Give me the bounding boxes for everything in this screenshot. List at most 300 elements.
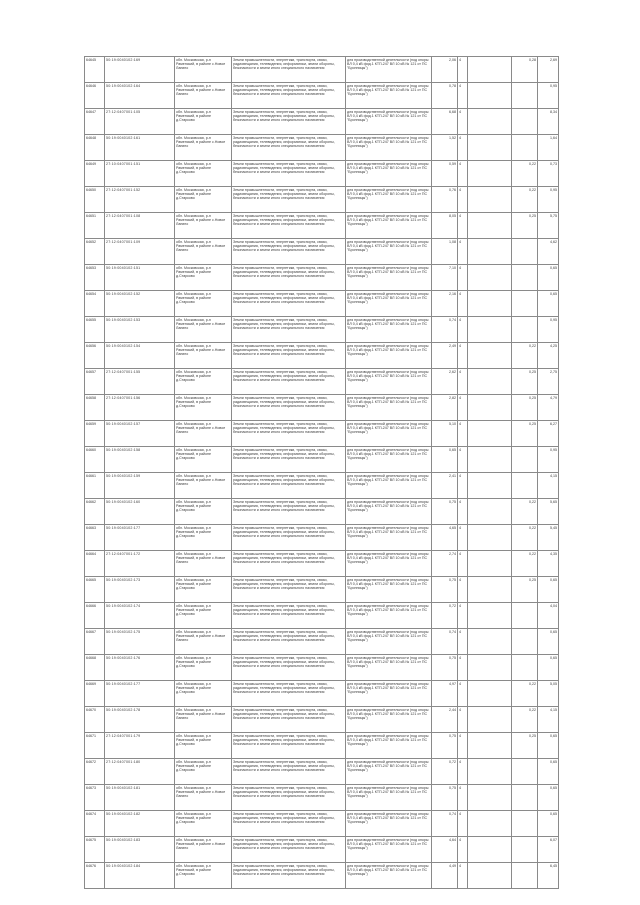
cell-id: 64653 [85, 265, 105, 291]
land-register-table-container [84, 56, 558, 889]
cell-unit: 4 [458, 551, 468, 577]
cell-area: 2,62 [432, 369, 458, 395]
cell-area: 0,75 [432, 785, 458, 811]
cell-value: 0,65 [538, 291, 559, 317]
cell-id: 64650 [85, 187, 105, 213]
cell-unit: 4 [458, 707, 468, 733]
cell-land-category: Земли промышленности, энергетики, транспорта, связи, радиовещания, телевидения, информатики, земли обороны, безопасности и земли иного специального назначения [232, 135, 346, 161]
cell-value: 0,95 [538, 187, 559, 213]
table-row [85, 187, 559, 213]
cell-cadastral-number: 27:12:0407001:109 [105, 239, 175, 265]
cell-address: обл. Московская, р-н Раменский, в районе с.Новое Лапино [175, 83, 232, 109]
cell-cadastral-number: 50:19:0040102:177 [105, 681, 175, 707]
cell-address: обл. Московская, р-н Раменский, в районе д.Старково [175, 603, 232, 629]
cell-permitted-use: для производственной деятельности (под опоры ВЛ 0,4 кВ фид.1 КТП-247 ВЛ 10 кВ № 121 от ПС "Бронницы") [346, 369, 432, 395]
cell-area: 0,75 [432, 499, 458, 525]
cell-cadastral-number: 50:19:0040102:159 [105, 473, 175, 499]
table-row [85, 837, 559, 863]
cell-value: 0,65 [538, 785, 559, 811]
cell-address: обл. Московская, р-н Раменский, в районе с.Новое Лапино [175, 57, 232, 83]
cell-permitted-use: для производственной деятельности (под опоры ВЛ 0,4 кВ фид.1 КТП-247 ВЛ 10 кВ № 121 от ПС "Бронницы") [346, 629, 432, 655]
cell-unit: 4 [458, 525, 468, 551]
cell-id: 64648 [85, 135, 105, 161]
cell-reserved [468, 239, 512, 265]
cell-land-category: Земли промышленности, энергетики, транспорта, связи, радиовещания, телевидения, информатики, земли обороны, безопасности и земли иного специального назначения [232, 57, 346, 83]
cell-value: 5,05 [538, 681, 559, 707]
cell-unit: 4 [458, 369, 468, 395]
cell-area: 7,10 [432, 265, 458, 291]
cell-id: 64663 [85, 525, 105, 551]
cell-area: 2,16 [432, 291, 458, 317]
cell-id: 64662 [85, 499, 105, 525]
cell-value: 4,04 [538, 603, 559, 629]
cell-land-category: Земли промышленности, энергетики, транспорта, связи, радиовещания, телевидения, информатики, земли обороны, безопасности и земли иного специального назначения [232, 473, 346, 499]
cell-unit: 4 [458, 655, 468, 681]
cell-cadastral-number: 27:12:0407001:152 [105, 187, 175, 213]
cell-address: обл. Московская, р-н Раменский, в районе д.Старково [175, 655, 232, 681]
cell-id: 64664 [85, 551, 105, 577]
cell-area: 2,74 [432, 551, 458, 577]
cell-address: обл. Московская, р-н Раменский, в районе с.Новое Лапино [175, 551, 232, 577]
cell-unit: 4 [458, 135, 468, 161]
cell-permitted-use: для производственной деятельности (под опоры ВЛ 0,4 кВ фид.1 КТП-247 ВЛ 10 кВ № 121 от ПС "Бронницы") [346, 525, 432, 551]
table-row [85, 317, 559, 343]
cell-value: 0,65 [538, 265, 559, 291]
cell-area: 4,49 [432, 863, 458, 889]
cell-land-category: Земли промышленности, энергетики, транспорта, связи, радиовещания, телевидения, информатики, земли обороны, безопасности и земли иного специального назначения [232, 681, 346, 707]
cell-id: 64647 [85, 109, 105, 135]
cell-coefficient: 0,22 [512, 525, 538, 551]
table-row [85, 213, 559, 239]
table-row [85, 811, 559, 837]
cell-unit: 4 [458, 343, 468, 369]
cell-unit: 4 [458, 837, 468, 863]
cell-area: 0,72 [432, 603, 458, 629]
cell-address: обл. Московская, р-н Раменский, в районе д.Старково [175, 811, 232, 837]
cell-address: обл. Московская, р-н Раменский, в районе с.Новое Лапино [175, 239, 232, 265]
cell-value: 0,65 [538, 811, 559, 837]
table-row [85, 239, 559, 265]
cell-value: 6,45 [538, 863, 559, 889]
cell-id: 64645 [85, 57, 105, 83]
cell-coefficient [512, 629, 538, 655]
cell-address: обл. Московская, р-н Раменский, в районе д.Старково [175, 395, 232, 421]
cell-cadastral-number: 27:12:0407001:179 [105, 733, 175, 759]
cell-land-category: Земли промышленности, энергетики, транспорта, связи, радиовещания, телевидения, информатики, земли обороны, безопасности и земли иного специального назначения [232, 733, 346, 759]
cell-land-category: Земли промышленности, энергетики, транспорта, связи, радиовещания, телевидения, информатики, земли обороны, безопасности и земли иного специального назначения [232, 525, 346, 551]
cell-value: 6,07 [538, 837, 559, 863]
cell-value: 2,69 [538, 57, 559, 83]
cell-id: 64675 [85, 837, 105, 863]
cell-area: 0,74 [432, 629, 458, 655]
cell-reserved [468, 603, 512, 629]
cell-land-category: Земли промышленности, энергетики, транспорта, связи, радиовещания, телевидения, информатики, земли обороны, безопасности и земли иного специального назначения [232, 239, 346, 265]
table-row [85, 395, 559, 421]
cell-area: 0,74 [432, 811, 458, 837]
cell-unit: 4 [458, 733, 468, 759]
cell-permitted-use: для производственной деятельности (под опоры ВЛ 0,4 кВ фид.1 КТП-247 ВЛ 10 кВ № 121 от ПС "Бронницы") [346, 499, 432, 525]
table-row [85, 707, 559, 733]
cell-unit: 4 [458, 109, 468, 135]
cell-value: 0,65 [538, 759, 559, 785]
cell-land-category: Земли промышленности, энергетики, транспорта, связи, радиовещания, телевидения, информатики, земли обороны, безопасности и земли иного специального назначения [232, 187, 346, 213]
cell-reserved [468, 681, 512, 707]
cell-reserved [468, 629, 512, 655]
cell-value: 0,65 [538, 577, 559, 603]
cell-value: 4,79 [538, 395, 559, 421]
cell-coefficient: 0,22 [512, 551, 538, 577]
table-row [85, 785, 559, 811]
cell-land-category: Земли промышленности, энергетики, транспорта, связи, радиовещания, телевидения, информатики, земли обороны, безопасности и земли иного специального назначения [232, 291, 346, 317]
cell-unit: 4 [458, 759, 468, 785]
cell-coefficient [512, 473, 538, 499]
cell-address: обл. Московская, р-н Раменский, в районе д.Старково [175, 863, 232, 889]
cell-permitted-use: для производственной деятельности (под опоры ВЛ 0,4 кВ фид.1 КТП-247 ВЛ 10 кВ № 121 от ПС "Бронницы") [346, 161, 432, 187]
cell-id: 64660 [85, 447, 105, 473]
cell-coefficient [512, 811, 538, 837]
cell-permitted-use: для производственной деятельности (под опоры ВЛ 0,4 кВ фид.1 КТП-247 ВЛ 10 кВ № 121 от ПС "Бронницы") [346, 733, 432, 759]
cell-permitted-use: для производственной деятельности (под опоры ВЛ 0,4 кВ фид.1 КТП-247 ВЛ 10 кВ № 121 от ПС "Бронницы") [346, 135, 432, 161]
cell-reserved [468, 759, 512, 785]
cell-address: обл. Московская, р-н Раменский, в районе д.Старково [175, 759, 232, 785]
cell-coefficient [512, 447, 538, 473]
cell-id: 64659 [85, 421, 105, 447]
cell-value: 0,65 [538, 733, 559, 759]
cell-value: 4,35 [538, 551, 559, 577]
cell-cadastral-number: 50:19:0040102:151 [105, 265, 175, 291]
cell-cadastral-number: 50:19:0040102:164 [105, 83, 175, 109]
cell-cadastral-number: 50:19:0040102:181 [105, 785, 175, 811]
cell-unit: 4 [458, 785, 468, 811]
cell-reserved [468, 213, 512, 239]
cell-area: 5,10 [432, 421, 458, 447]
cell-area: 0,75 [432, 655, 458, 681]
cell-reserved [468, 499, 512, 525]
cell-permitted-use: для производственной деятельности (под опоры ВЛ 0,4 кВ фид.1 КТП-247 ВЛ 10 кВ № 121 от ПС "Бронницы") [346, 577, 432, 603]
cell-permitted-use: для производственной деятельности (под опоры ВЛ 0,4 кВ фид.1 КТП-247 ВЛ 10 кВ № 121 от ПС "Бронницы") [346, 785, 432, 811]
cell-id: 64654 [85, 291, 105, 317]
cell-value: 0,65 [538, 629, 559, 655]
cell-reserved [468, 447, 512, 473]
cell-id: 64649 [85, 161, 105, 187]
land-table-body [85, 57, 559, 889]
table-row [85, 265, 559, 291]
cell-address: обл. Московская, р-н Раменский, в районе д.Старково [175, 733, 232, 759]
cell-permitted-use: для производственной деятельности (под опоры ВЛ 0,4 кВ фид.1 КТП-247 ВЛ 10 кВ № 121 от ПС "Бронницы") [346, 603, 432, 629]
cell-land-category: Земли промышленности, энергетики, транспорта, связи, радиовещания, телевидения, информатики, земли обороны, безопасности и земли иного специального назначения [232, 369, 346, 395]
cell-coefficient: 0,25 [512, 577, 538, 603]
table-row [85, 57, 559, 83]
cell-reserved [468, 161, 512, 187]
cell-unit: 4 [458, 213, 468, 239]
cell-reserved [468, 525, 512, 551]
cell-cadastral-number: 50:19:0040102:178 [105, 707, 175, 733]
cell-id: 64661 [85, 473, 105, 499]
cell-coefficient [512, 603, 538, 629]
cell-cadastral-number: 27:12:0407001:155 [105, 369, 175, 395]
cell-area: 2,06 [432, 57, 458, 83]
cell-unit: 4 [458, 681, 468, 707]
cell-land-category: Земли промышленности, энергетики, транспорта, связи, радиовещания, телевидения, информатики, земли обороны, безопасности и земли иного специального назначения [232, 213, 346, 239]
cell-permitted-use: для производственной деятельности (под опоры ВЛ 0,4 кВ фид.1 КТП-247 ВЛ 10 кВ № 121 от ПС "Бронницы") [346, 811, 432, 837]
cell-coefficient [512, 265, 538, 291]
cell-unit: 4 [458, 265, 468, 291]
cell-value: 0,95 [538, 83, 559, 109]
cell-unit: 4 [458, 811, 468, 837]
cell-unit: 4 [458, 161, 468, 187]
cell-reserved [468, 187, 512, 213]
cell-cadastral-number: 27:12:0407001:180 [105, 759, 175, 785]
table-row [85, 629, 559, 655]
table-row [85, 161, 559, 187]
cell-coefficient: 0,25 [512, 733, 538, 759]
cell-address: обл. Московская, р-н Раменский, в районе с.Новое Лапино [175, 785, 232, 811]
cell-id: 64658 [85, 395, 105, 421]
cell-land-category: Земли промышленности, энергетики, транспорта, связи, радиовещания, телевидения, информатики, земли обороны, безопасности и земли иного специального назначения [232, 551, 346, 577]
cell-address: обл. Московская, р-н Раменский, в районе с.Новое Лапино [175, 213, 232, 239]
cell-reserved [468, 317, 512, 343]
cell-permitted-use: для производственной деятельности (под опоры ВЛ 0,4 кВ фид.1 КТП-247 ВЛ 10 кВ № 121 от ПС "Бронницы") [346, 291, 432, 317]
cell-area: 0,72 [432, 759, 458, 785]
cell-value: 4,25 [538, 343, 559, 369]
cell-reserved [468, 395, 512, 421]
cell-unit: 4 [458, 447, 468, 473]
cell-unit: 4 [458, 317, 468, 343]
cell-value: 5,45 [538, 525, 559, 551]
cell-id: 64651 [85, 213, 105, 239]
cell-value: 6,27 [538, 421, 559, 447]
cell-area: 2,44 [432, 707, 458, 733]
cell-land-category: Земли промышленности, энергетики, транспорта, связи, радиовещания, телевидения, информатики, земли обороны, безопасности и земли иного специального назначения [232, 759, 346, 785]
cell-coefficient: 0,25 [512, 421, 538, 447]
cell-address: обл. Московская, р-н Раменский, в районе д.Старково [175, 525, 232, 551]
table-row [85, 135, 559, 161]
cell-coefficient [512, 785, 538, 811]
cell-coefficient: 0,22 [512, 343, 538, 369]
cell-id: 64672 [85, 759, 105, 785]
cell-value: 0,73 [538, 161, 559, 187]
cell-id: 64656 [85, 343, 105, 369]
cell-unit: 4 [458, 629, 468, 655]
cell-address: обл. Московская, р-н Раменский, в районе д.Старково [175, 265, 232, 291]
table-row [85, 473, 559, 499]
cell-land-category: Земли промышленности, энергетики, транспорта, связи, радиовещания, телевидения, информатики, земли обороны, безопасности и земли иного специального назначения [232, 863, 346, 889]
cell-permitted-use: для производственной деятельности (под опоры ВЛ 0,4 кВ фид.1 КТП-247 ВЛ 10 кВ № 121 от ПС "Бронницы") [346, 655, 432, 681]
table-row [85, 421, 559, 447]
cell-unit: 4 [458, 57, 468, 83]
cell-land-category: Земли промышленности, энергетики, транспорта, связи, радиовещания, телевидения, информатики, земли обороны, безопасности и земли иного специального назначения [232, 603, 346, 629]
cell-reserved [468, 421, 512, 447]
cell-coefficient: 0,25 [512, 369, 538, 395]
cell-id: 64674 [85, 811, 105, 837]
cell-coefficient: 0,22 [512, 187, 538, 213]
cell-value: 5,65 [538, 499, 559, 525]
cell-coefficient [512, 239, 538, 265]
cell-reserved [468, 135, 512, 161]
cell-address: обл. Московская, р-н Раменский, в районе с.Новое Лапино [175, 473, 232, 499]
cell-id: 64667 [85, 629, 105, 655]
cell-id: 64646 [85, 83, 105, 109]
land-register-table [84, 56, 559, 889]
cell-land-category: Земли промышленности, энергетики, транспорта, связи, радиовещания, телевидения, информатики, земли обороны, безопасности и земли иного специального назначения [232, 421, 346, 447]
cell-land-category: Земли промышленности, энергетики, транспорта, связи, радиовещания, телевидения, информатики, земли обороны, безопасности и земли иного специального назначения [232, 447, 346, 473]
cell-unit: 4 [458, 863, 468, 889]
cell-permitted-use: для производственной деятельности (под опоры ВЛ 0,4 кВ фид.1 КТП-247 ВЛ 10 кВ № 121 от ПС "Бронницы") [346, 317, 432, 343]
cell-coefficient: 0,22 [512, 707, 538, 733]
table-row [85, 525, 559, 551]
cell-unit: 4 [458, 239, 468, 265]
cell-id: 64668 [85, 655, 105, 681]
cell-land-category: Земли промышленности, энергетики, транспорта, связи, радиовещания, телевидения, информатики, земли обороны, безопасности и земли иного специального назначения [232, 811, 346, 837]
cell-permitted-use: для производственной деятельности (под опоры ВЛ 0,4 кВ фид.1 КТП-247 ВЛ 10 кВ № 121 от ПС "Бронницы") [346, 395, 432, 421]
cell-reserved [468, 57, 512, 83]
cell-reserved [468, 83, 512, 109]
cell-land-category: Земли промышленности, энергетики, транспорта, связи, радиовещания, телевидения, информатики, земли обороны, безопасности и земли иного специального назначения [232, 499, 346, 525]
cell-area: 0,74 [432, 317, 458, 343]
cell-coefficient [512, 109, 538, 135]
cell-address: обл. Московская, р-н Раменский, в районе д.Старково [175, 681, 232, 707]
table-row [85, 551, 559, 577]
cell-id: 64666 [85, 603, 105, 629]
cell-land-category: Земли промышленности, энергетики, транспорта, связи, радиовещания, телевидения, информатики, земли обороны, безопасности и земли иного специального назначения [232, 837, 346, 863]
cell-unit: 4 [458, 499, 468, 525]
table-row [85, 83, 559, 109]
cell-land-category: Земли промышленности, энергетики, транспорта, связи, радиовещания, телевидения, информатики, земли обороны, безопасности и земли иного специального назначения [232, 317, 346, 343]
table-row [85, 733, 559, 759]
cell-permitted-use: для производственной деятельности (под опоры ВЛ 0,4 кВ фид.1 КТП-247 ВЛ 10 кВ № 121 от ПС "Бронницы") [346, 421, 432, 447]
cell-address: обл. Московская, р-н Раменский, в районе д.Старково [175, 161, 232, 187]
table-row [85, 369, 559, 395]
cell-reserved [468, 369, 512, 395]
cell-land-category: Земли промышленности, энергетики, транспорта, связи, радиовещания, телевидения, информатики, земли обороны, безопасности и земли иного специального назначения [232, 161, 346, 187]
cell-cadastral-number: 50:19:0040102:154 [105, 343, 175, 369]
cell-area: 4,65 [432, 525, 458, 551]
cell-area: 0,75 [432, 733, 458, 759]
cell-land-category: Земли промышленности, энергетики, транспорта, связи, радиовещания, телевидения, информатики, земли обороны, безопасности и земли иного специального назначения [232, 343, 346, 369]
cell-cadastral-number: 50:19:0040102:153 [105, 317, 175, 343]
table-row [85, 863, 559, 889]
cell-address: обл. Московская, р-н Раменский, в районе с.Новое Лапино [175, 629, 232, 655]
cell-cadastral-number: 50:19:0040102:173 [105, 577, 175, 603]
cell-area: 2,49 [432, 343, 458, 369]
cell-permitted-use: для производственной деятельности (под опоры ВЛ 0,4 кВ фид.1 КТП-247 ВЛ 10 кВ № 121 от ПС "Бронницы") [346, 837, 432, 863]
cell-area: 6,68 [432, 109, 458, 135]
table-row [85, 109, 559, 135]
cell-area: 8,05 [432, 213, 458, 239]
cell-value: 4,62 [538, 239, 559, 265]
cell-coefficient [512, 655, 538, 681]
cell-cadastral-number: 50:19:0040102:175 [105, 629, 175, 655]
cell-area: 0,75 [432, 577, 458, 603]
cell-address: обл. Московская, р-н Раменский, в районе с.Новое Лапино [175, 707, 232, 733]
cell-address: обл. Московская, р-н Раменский, в районе д.Старково [175, 499, 232, 525]
cell-id: 64673 [85, 785, 105, 811]
cell-cadastral-number: 50:19:0040102:182 [105, 811, 175, 837]
cell-address: обл. Московская, р-н Раменский, в районе д.Старково [175, 109, 232, 135]
cell-land-category: Земли промышленности, энергетики, транспорта, связи, радиовещания, телевидения, информатики, земли обороны, безопасности и земли иного специального назначения [232, 785, 346, 811]
cell-value: 0,95 [538, 447, 559, 473]
cell-coefficient: 0,22 [512, 681, 538, 707]
cell-value: 4,15 [538, 473, 559, 499]
cell-value: 5,75 [538, 213, 559, 239]
cell-reserved [468, 811, 512, 837]
cell-reserved [468, 577, 512, 603]
cell-area: 1,52 [432, 135, 458, 161]
cell-area: 0,65 [432, 447, 458, 473]
cell-land-category: Земли промышленности, энергетики, транспорта, связи, радиовещания, телевидения, информатики, земли обороны, безопасности и земли иного специального назначения [232, 577, 346, 603]
cell-area: 2,41 [432, 473, 458, 499]
cell-cadastral-number: 27:12:0407001:108 [105, 213, 175, 239]
cell-cadastral-number: 27:12:0407001:156 [105, 395, 175, 421]
table-row [85, 291, 559, 317]
cell-permitted-use: для производственной деятельности (под опоры ВЛ 0,4 кВ фид.1 КТП-247 ВЛ 10 кВ № 121 от ПС "Бронницы") [346, 57, 432, 83]
cell-cadastral-number: 50:19:0040102:176 [105, 655, 175, 681]
table-row [85, 759, 559, 785]
cell-permitted-use: для производственной деятельности (под опоры ВЛ 0,4 кВ фид.1 КТП-247 ВЛ 10 кВ № 121 от ПС "Бронницы") [346, 473, 432, 499]
cell-land-category: Земли промышленности, энергетики, транспорта, связи, радиовещания, телевидения, информатики, земли обороны, безопасности и земли иного специального назначения [232, 265, 346, 291]
table-row [85, 343, 559, 369]
cell-cadastral-number: 50:19:0040102:158 [105, 447, 175, 473]
table-row [85, 603, 559, 629]
cell-cadastral-number: 27:10:0407001:151 [105, 161, 175, 187]
cell-id: 64669 [85, 681, 105, 707]
cell-id: 64665 [85, 577, 105, 603]
cell-id: 64652 [85, 239, 105, 265]
cell-value: 0,65 [538, 655, 559, 681]
cell-reserved [468, 109, 512, 135]
cell-value: 4,15 [538, 707, 559, 733]
cell-reserved [468, 551, 512, 577]
cell-id: 64657 [85, 369, 105, 395]
cell-reserved [468, 707, 512, 733]
cell-permitted-use: для производственной деятельности (под опоры ВЛ 0,4 кВ фид.1 КТП-247 ВЛ 10 кВ № 121 от ПС "Бронницы") [346, 265, 432, 291]
cell-unit: 4 [458, 421, 468, 447]
cell-reserved [468, 473, 512, 499]
cell-address: обл. Московская, р-н Раменский, в районе д.Старково [175, 447, 232, 473]
cell-reserved [468, 291, 512, 317]
cell-permitted-use: для производственной деятельности (под опоры ВЛ 0,4 кВ фид.1 КТП-247 ВЛ 10 кВ № 121 от ПС "Бронницы") [346, 707, 432, 733]
cell-coefficient: 0,25 [512, 213, 538, 239]
cell-unit: 4 [458, 473, 468, 499]
cell-coefficient: 0,28 [512, 57, 538, 83]
cell-unit: 4 [458, 83, 468, 109]
cell-area: 1,08 [432, 239, 458, 265]
cell-cadastral-number: 50:19:0040102:174 [105, 603, 175, 629]
cell-reserved [468, 837, 512, 863]
cell-land-category: Земли промышленности, энергетики, транспорта, связи, радиовещания, телевидения, информатики, земли обороны, безопасности и земли иного специального назначения [232, 655, 346, 681]
cell-cadastral-number: 50:19:0040102:183 [105, 837, 175, 863]
cell-area: 0,76 [432, 187, 458, 213]
cell-reserved [468, 343, 512, 369]
cell-address: обл. Московская, р-н Раменский, в районе д.Старково [175, 187, 232, 213]
cell-coefficient [512, 135, 538, 161]
cell-land-category: Земли промышленности, энергетики, транспорта, связи, радиовещания, телевидения, информатики, земли обороны, безопасности и земли иного специального назначения [232, 109, 346, 135]
cell-area: 2,82 [432, 395, 458, 421]
cell-area: 0,78 [432, 83, 458, 109]
cell-land-category: Земли промышленности, энергетики, транспорта, связи, радиовещания, телевидения, информатики, земли обороны, безопасности и земли иного специального назначения [232, 707, 346, 733]
cell-reserved [468, 785, 512, 811]
cell-unit: 4 [458, 577, 468, 603]
cell-value: 2,75 [538, 369, 559, 395]
cell-value: 1,64 [538, 135, 559, 161]
cell-address: обл. Московская, р-н Раменский, в районе с.Новое Лапино [175, 343, 232, 369]
cell-address: обл. Московская, р-н Раменский, в районе с.Новое Лапино [175, 317, 232, 343]
cell-coefficient [512, 291, 538, 317]
cell-land-category: Земли промышленности, энергетики, транспорта, связи, радиовещания, телевидения, информатики, земли обороны, безопасности и земли иного специального назначения [232, 395, 346, 421]
cell-reserved [468, 655, 512, 681]
cell-coefficient [512, 83, 538, 109]
cell-permitted-use: для производственной деятельности (под опоры ВЛ 0,4 кВ фид.1 КТП-247 ВЛ 10 кВ № 121 от ПС "Бронницы") [346, 681, 432, 707]
